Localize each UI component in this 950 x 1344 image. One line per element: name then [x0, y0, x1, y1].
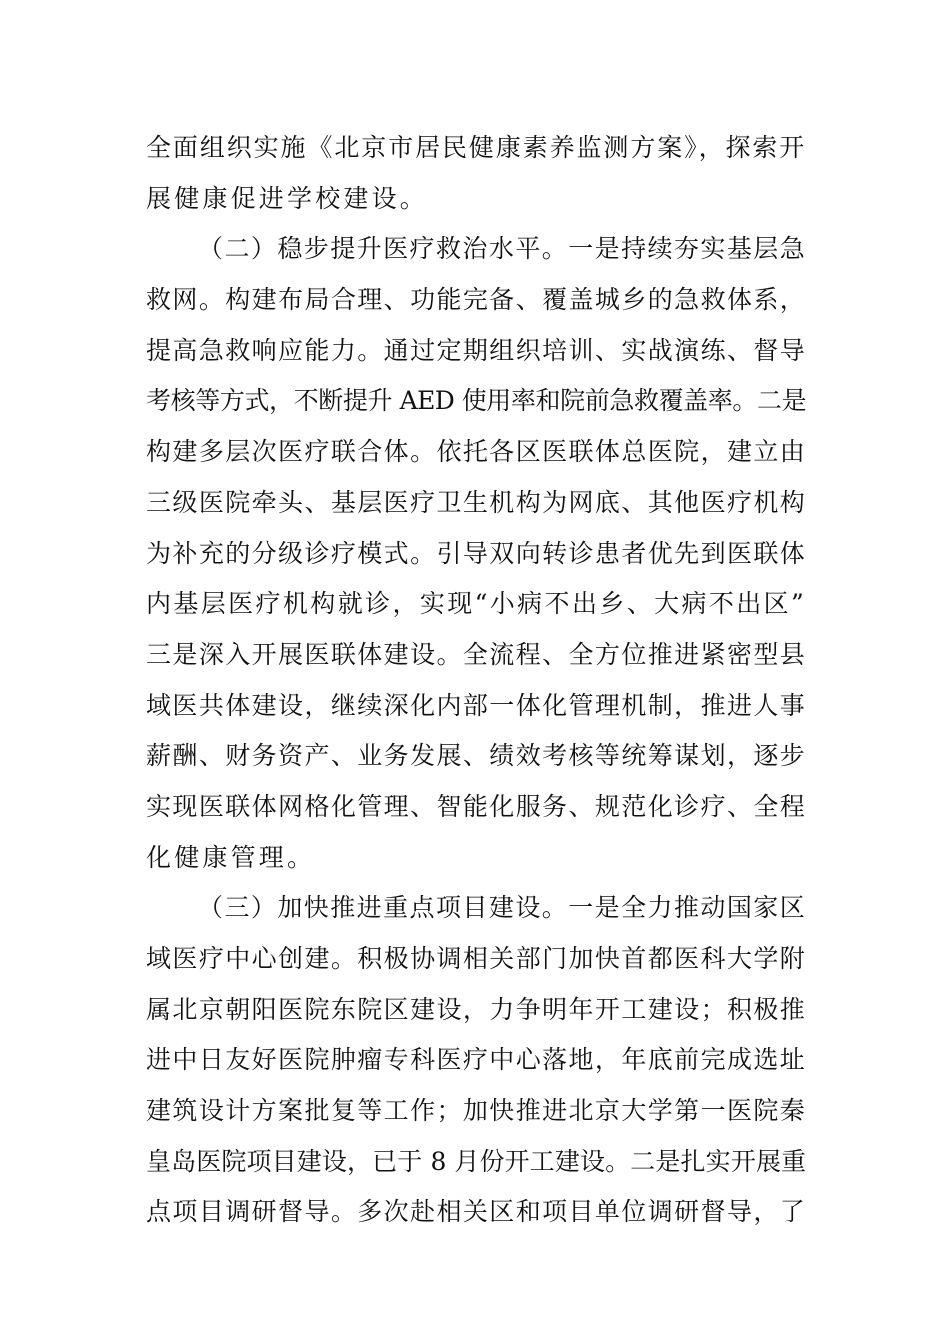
text-line: 展健康促进学校建设。 — [146, 183, 429, 213]
text-line: 进中日友好医院肿瘤专科医疗中心落地，年底前完成选址 — [146, 1045, 806, 1075]
text-line: 提高急救响应能力。通过定期组织培训、实战演练、督导 — [146, 335, 806, 365]
text-line: 三级医院牵头、基层医疗卫生机构为网底、其他医疗机构 — [146, 487, 806, 517]
text-line: 域医疗中心创建。积极协调相关部门加快首都医科大学附 — [146, 944, 806, 973]
text-line: 点项目调研督导。多次赴相关区和项目单位调研督导，了 — [146, 1197, 806, 1227]
text-line: 建筑设计方案批复等工作；加快推进北京大学第一医院秦 — [146, 1096, 806, 1126]
text-line: 实现医联体网格化管理、智能化服务、规范化诊疗、全程 — [146, 791, 806, 821]
text-line: 内基层医疗机构就诊，实现“小病不出乡、大病不出区” — [146, 589, 806, 619]
text-line: 化健康管理。 — [146, 842, 316, 872]
text-line: 域医共体建设，继续深化内部一体化管理机制，推进人事 — [146, 690, 806, 720]
document-body — [146, 123, 806, 1238]
text-line: 薪酬、财务资产、业务发展、绩效考核等统筹谋划，逐步 — [146, 741, 806, 771]
text-line: 考核等方式，不断提升 AED 使用率和院前急救覆盖率。二是 — [146, 386, 806, 416]
paragraph-heading-line: （二）稳步提升医疗救治水平。一是持续夯实基层急 — [198, 234, 806, 264]
text-line: 构建多层次医疗联合体。依托各区医联体总医院，建立由 — [146, 437, 806, 467]
text-line: 三是深入开展医联体建设。全流程、全方位推进紧密型县 — [146, 639, 806, 669]
paragraph-heading-line: （三）加快推进重点项目建设。一是全力推动国家区 — [198, 893, 806, 923]
text-line: 属北京朝阳医院东院区建设，力争明年开工建设；积极推 — [146, 994, 806, 1024]
text-line: 为补充的分级诊疗模式。引导双向转诊患者优先到医联体 — [146, 538, 806, 568]
text-line: 救网。构建布局合理、功能完备、覆盖城乡的急救体系， — [146, 285, 806, 315]
text-line: 皇岛医院项目建设，已于 8 月份开工建设。二是扎实开展重 — [146, 1146, 806, 1176]
text-line: 全面组织实施《北京市居民健康素养监测方案》，探索开 — [146, 133, 806, 162]
